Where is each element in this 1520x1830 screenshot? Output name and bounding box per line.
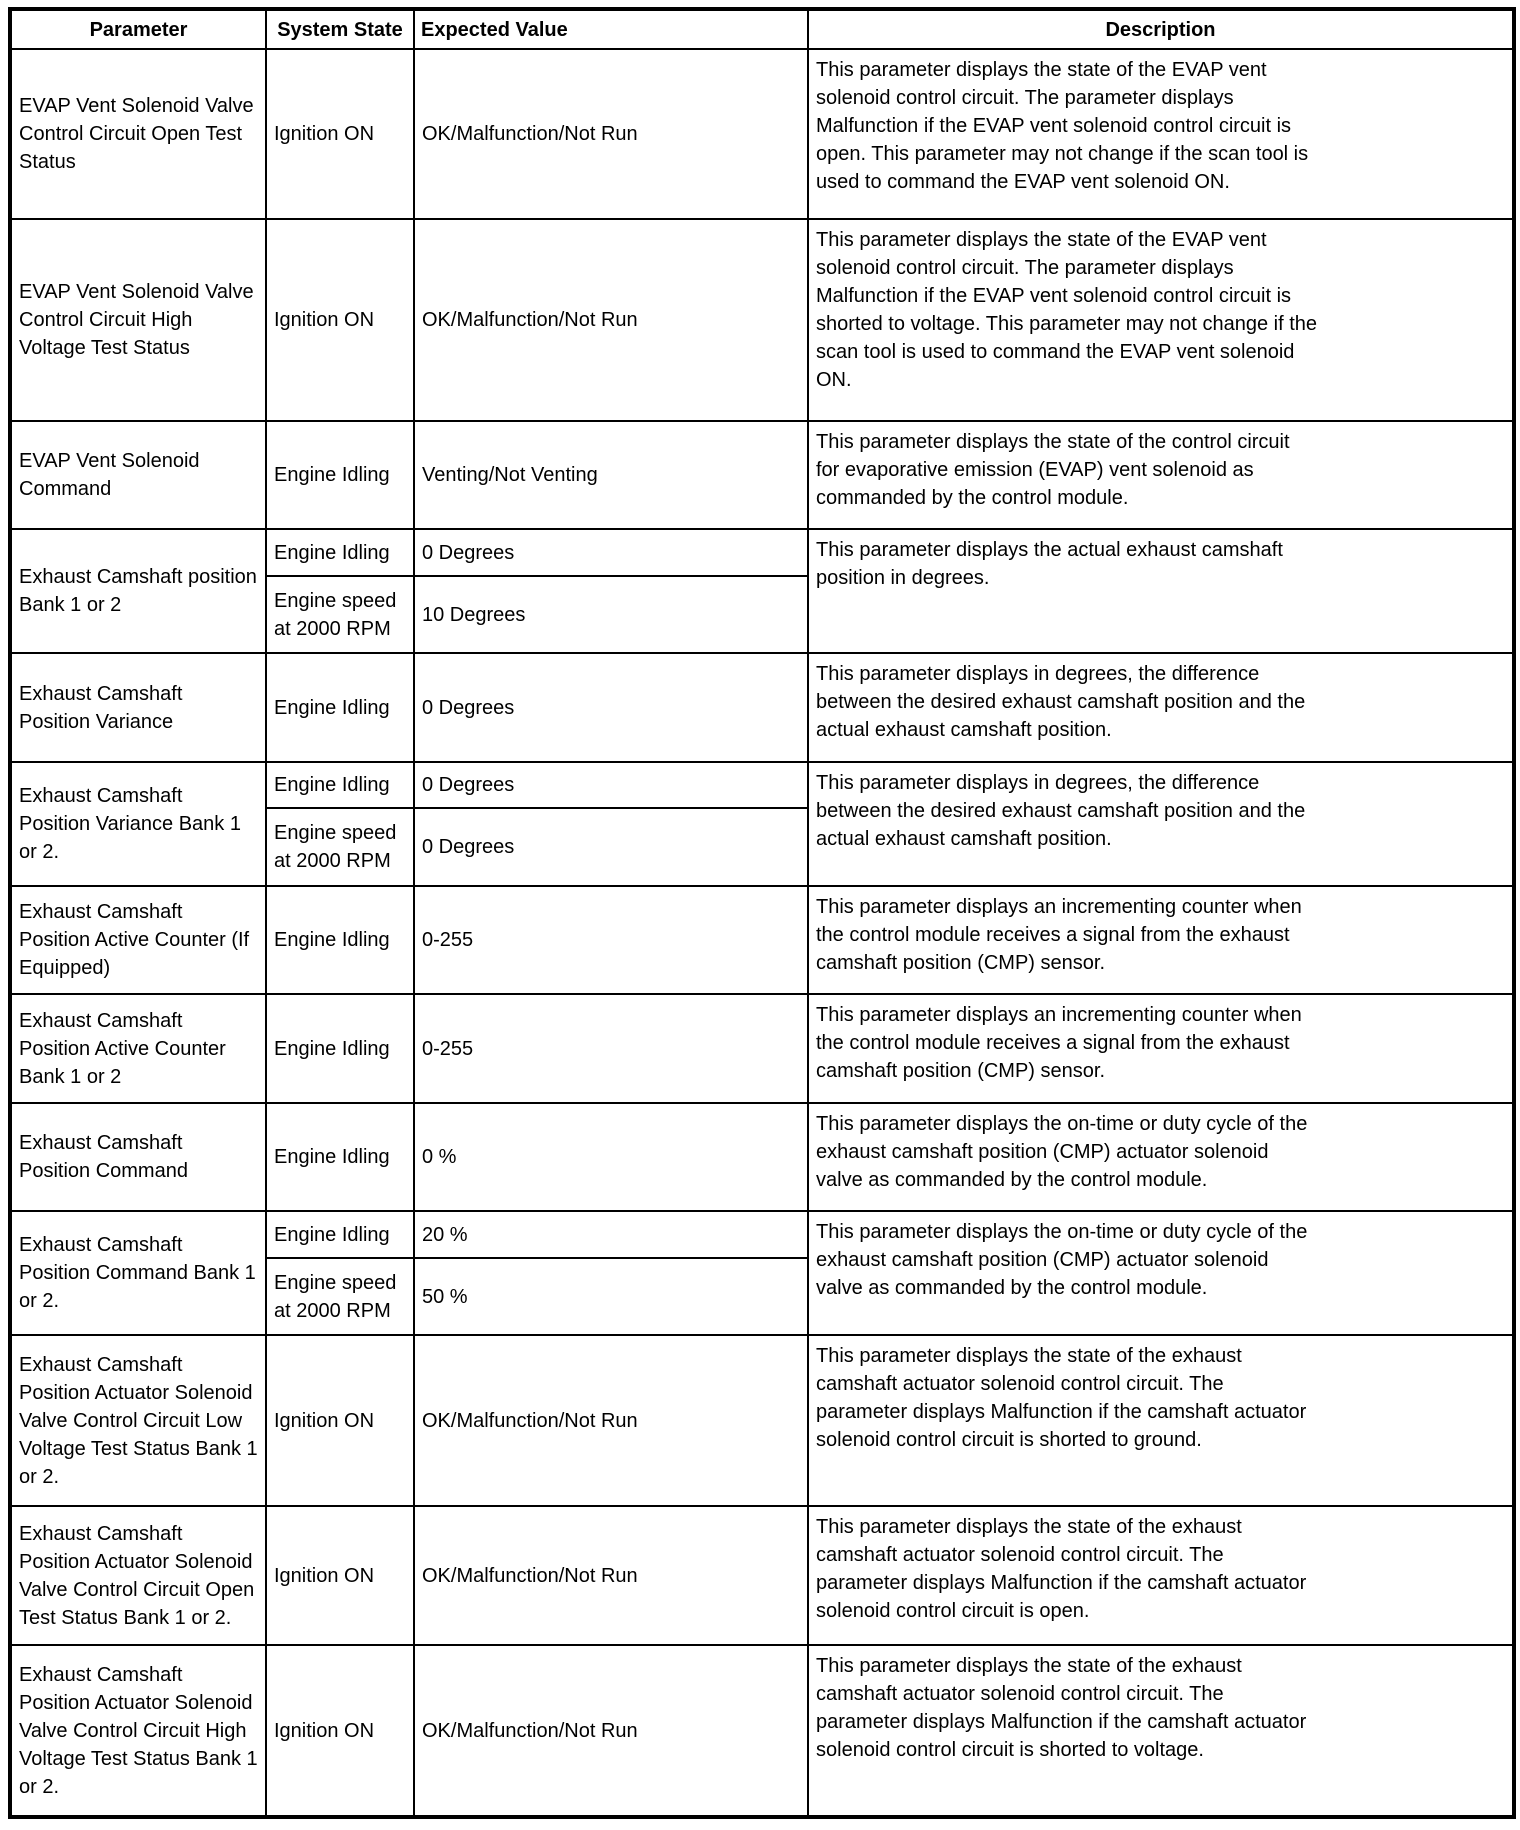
desc-text: This parameter displays the actual exhaust camshaft position in degrees. [816, 539, 1283, 590]
state-cell: Engine Idling [266, 1211, 414, 1257]
col-header-parameter: Parameter [10, 9, 266, 49]
desc-text: This parameter displays the state of the EVAP vent solenoid control circuit. The parameter displays Malfunction if the EVAP vent solenoid control circuit is shorted to voltage. This parameter may not change if the scan tool is used to command the EVAP vent solenoid ON. [816, 229, 1318, 392]
table-row [10, 421, 1514, 529]
value-cell: OK/Malfunction/Not Run [414, 1506, 808, 1645]
value-cell: 10 Degrees [414, 576, 808, 653]
param-cell: Exhaust Camshaft Position Command Bank 1 or 2. [10, 1211, 266, 1335]
header-row [10, 9, 1514, 49]
desc-cell [808, 219, 1514, 420]
value-cell: OK/Malfunction/Not Run [414, 219, 808, 420]
desc-cell [808, 1645, 1514, 1817]
state-cell: Engine Idling [266, 653, 414, 761]
value-cell: OK/Malfunction/Not Run [414, 49, 808, 219]
state-cell: Engine Idling [266, 762, 414, 808]
col-header-expected-value: Expected Value [414, 9, 808, 49]
value-cell: 0 Degrees [414, 808, 808, 885]
state-cell: Engine Idling [266, 1103, 414, 1211]
desc-text: This parameter displays in degrees, the difference between the desired exhaust camshaft position and the actual exhaust camshaft position. [816, 771, 1306, 850]
desc-text: This parameter displays the state of the exhaust camshaft actuator solenoid control circuit. The parameter displays Malfunction if the camshaft actuator solenoid control circuit is shorted to voltage. [816, 1655, 1307, 1762]
table-row [10, 49, 1514, 219]
table-row [10, 1506, 1514, 1645]
desc-text: This parameter displays an incrementing counter when the control module receives a signal from the exhaust camshaft position (CMP) sensor. [816, 895, 1302, 974]
value-cell: 50 % [414, 1258, 808, 1335]
desc-text: This parameter displays an incrementing counter when the control module receives a signal from the exhaust camshaft position (CMP) sensor. [816, 1004, 1302, 1083]
table-row [10, 653, 1514, 761]
desc-cell [808, 49, 1514, 219]
state-cell: Engine Idling [266, 421, 414, 529]
desc-text: This parameter displays the state of the exhaust camshaft actuator solenoid control circuit. The parameter displays Malfunction if the camshaft actuator solenoid control circuit is shorted to ground. [816, 1345, 1307, 1452]
table-row [10, 762, 1514, 808]
state-cell: Engine Idling [266, 994, 414, 1102]
desc-cell [808, 421, 1514, 529]
value-cell: 0 Degrees [414, 653, 808, 761]
state-cell: Ignition ON [266, 1645, 414, 1817]
desc-cell [808, 994, 1514, 1102]
param-cell: Exhaust Camshaft Position Variance Bank 1 or 2. [10, 762, 266, 886]
param-cell: Exhaust Camshaft Position Command [10, 1103, 266, 1211]
table-row [10, 1211, 1514, 1257]
table-row [10, 219, 1514, 420]
table-row [10, 1645, 1514, 1817]
value-cell: 20 % [414, 1211, 808, 1257]
state-cell: Engine Idling [266, 886, 414, 994]
param-cell: EVAP Vent Solenoid Valve Control Circuit Open Test Status [10, 49, 266, 219]
value-cell: 0-255 [414, 886, 808, 994]
table-row [10, 529, 1514, 575]
state-cell: Ignition ON [266, 219, 414, 420]
param-cell: EVAP Vent Solenoid Valve Control Circuit High Voltage Test Status [10, 219, 266, 420]
table-row [10, 886, 1514, 994]
desc-text: This parameter displays the state of the control circuit for evaporative emission (EVAP) vent solenoid as commanded by the control module. [816, 430, 1290, 509]
desc-cell [808, 1335, 1514, 1505]
table-row [10, 994, 1514, 1102]
desc-text: This parameter displays the on-time or duty cycle of the exhaust camshaft position (CMP) actuator solenoid valve as commanded by the control module. [816, 1221, 1308, 1300]
desc-cell [808, 653, 1514, 761]
table-row [10, 1103, 1514, 1211]
desc-text: This parameter displays the on-time or duty cycle of the exhaust camshaft position (CMP) actuator solenoid valve as commanded by the control module. [816, 1112, 1308, 1191]
value-cell: 0 Degrees [414, 529, 808, 575]
value-cell: OK/Malfunction/Not Run [414, 1335, 808, 1505]
param-cell: EVAP Vent Solenoid Command [10, 421, 266, 529]
state-cell: Ignition ON [266, 1506, 414, 1645]
param-cell: Exhaust Camshaft Position Variance [10, 653, 266, 761]
param-cell: Exhaust Camshaft Position Active Counter Bank 1 or 2 [10, 994, 266, 1102]
desc-cell [808, 1506, 1514, 1645]
desc-cell [808, 1211, 1514, 1335]
value-cell: 0-255 [414, 994, 808, 1102]
desc-text: This parameter displays the state of the exhaust camshaft actuator solenoid control circuit. The parameter displays Malfunction if the camshaft actuator solenoid control circuit is open. [816, 1515, 1307, 1622]
param-cell: Exhaust Camshaft Position Actuator Solenoid Valve Control Circuit Open Test Status Bank 1 or 2. [10, 1506, 266, 1645]
param-cell: Exhaust Camshaft Position Actuator Solenoid Valve Control Circuit High Voltage Test Status Bank 1 or 2. [10, 1645, 266, 1817]
desc-text: This parameter displays in degrees, the difference between the desired exhaust camshaft position and the actual exhaust camshaft position. [816, 663, 1306, 742]
state-cell: Engine Idling [266, 529, 414, 575]
param-cell: Exhaust Camshaft position Bank 1 or 2 [10, 529, 266, 653]
state-cell: Engine speed at 2000 RPM [266, 576, 414, 653]
desc-text: This parameter displays the state of the EVAP vent solenoid control circuit. The parameter displays Malfunction if the EVAP vent solenoid control circuit is open. This parameter may not change if the scan tool is used to command the EVAP vent solenoid ON. [816, 59, 1309, 193]
param-cell: Exhaust Camshaft Position Actuator Solenoid Valve Control Circuit Low Voltage Test Status Bank 1 or 2. [10, 1335, 266, 1505]
value-cell: OK/Malfunction/Not Run [414, 1645, 808, 1817]
state-cell: Ignition ON [266, 1335, 414, 1505]
state-cell: Engine speed at 2000 RPM [266, 808, 414, 885]
value-cell: Venting/Not Venting [414, 421, 808, 529]
desc-cell [808, 1103, 1514, 1211]
col-header-system-state: System State [266, 9, 414, 49]
param-cell: Exhaust Camshaft Position Active Counter (If Equipped) [10, 886, 266, 994]
value-cell: 0 % [414, 1103, 808, 1211]
state-cell: Engine speed at 2000 RPM [266, 1258, 414, 1335]
desc-cell [808, 886, 1514, 994]
desc-cell [808, 529, 1514, 653]
value-cell: 0 Degrees [414, 762, 808, 808]
table-row [10, 1335, 1514, 1505]
state-cell: Ignition ON [266, 49, 414, 219]
col-header-description: Description [808, 9, 1514, 49]
desc-cell [808, 762, 1514, 886]
parameter-table [8, 7, 1516, 1819]
